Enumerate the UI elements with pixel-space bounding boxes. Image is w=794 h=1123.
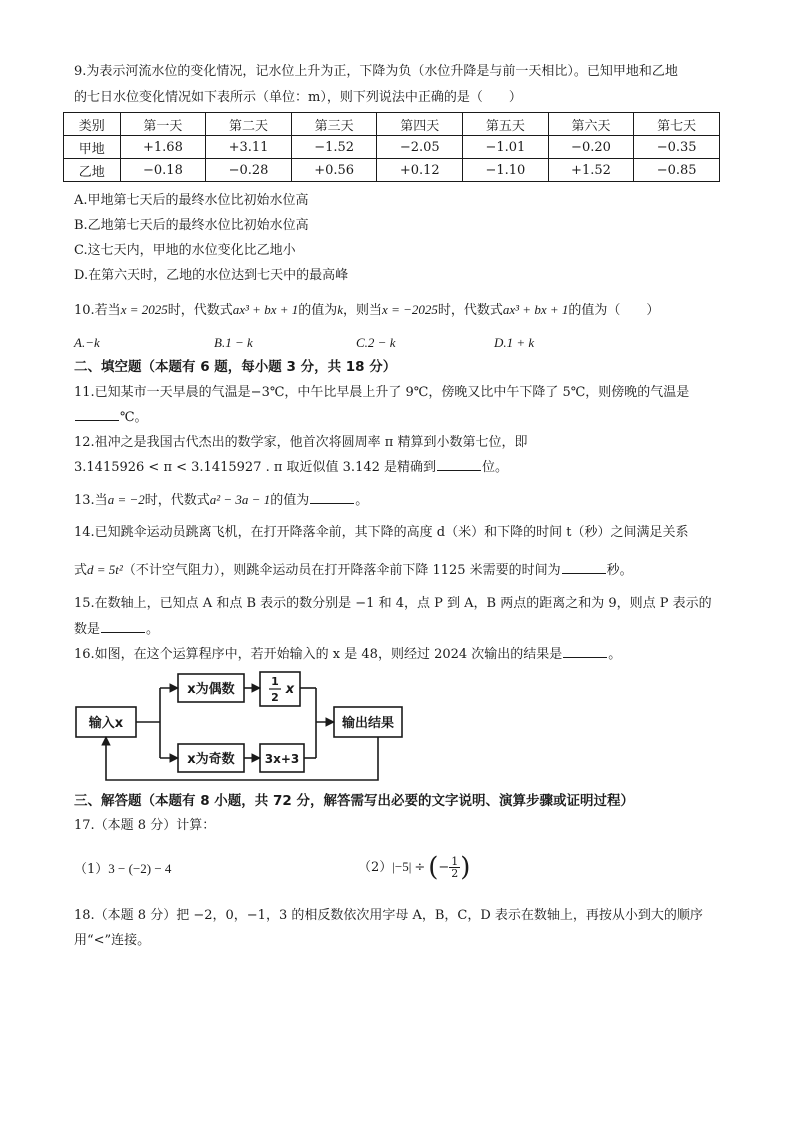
q13-end: 。 — [355, 493, 369, 508]
flow-input-label: 输入x — [88, 716, 124, 731]
table-header: 第六天 — [548, 113, 634, 136]
table-row — [64, 136, 720, 159]
flow-half-num: 1 — [271, 675, 279, 688]
table-cell: +0.56 — [291, 159, 377, 182]
q14-suffix: 秒。 — [606, 563, 633, 578]
section3-title: 三、解答题（本题有 8 小题，共 72 分，解答需写出必要的文字说明、演算步骤或证明过程） — [74, 793, 634, 809]
table-header: 第四天 — [377, 113, 463, 136]
q13-expr: a² − 3a − 1 — [209, 492, 271, 507]
q9-option-b: B.乙地第七天后的最终水位比初始水位高 — [74, 218, 309, 233]
q10-option-a: A.−k — [74, 335, 100, 350]
q10-options — [74, 334, 534, 353]
q17-p1-expr: 3 − (−2) − 4 — [108, 861, 172, 876]
q17-title: 17.（本题 8 分）计算： — [74, 818, 216, 833]
q14-formula: d = 5t² — [87, 562, 123, 577]
table-header: 第七天 — [634, 113, 720, 136]
table-cell: +1.68 — [120, 136, 206, 159]
q10-mid2: 的值为 — [298, 303, 338, 318]
q14-prefix: 式 — [74, 563, 88, 578]
q16-suffix: 。 — [608, 647, 622, 662]
q17-part2 — [358, 850, 470, 885]
q10-k: k — [337, 302, 344, 317]
flow-output-label: 输出结果 — [341, 716, 395, 731]
q15-line1: 15.在数轴上，已知点 A 和点 B 表示的数分别是 −1 和 4，点 P 到 A，B 两点的距离之和为 9，则点 P 表示的 — [74, 596, 712, 611]
q12-line1: 12.祖冲之是我国古代杰出的数学家，他首次将圆周率 π 精算到小数第七位，即 — [74, 435, 528, 450]
q18-line2: 用“<”连接。 — [74, 933, 151, 948]
q13-prefix: 13.当 — [74, 493, 108, 508]
q10-stem — [74, 301, 659, 320]
fraction — [449, 856, 460, 879]
q10-cond1: x = 2025 — [120, 302, 168, 317]
table-cell: +1.52 — [548, 159, 634, 182]
flow-half-var: x — [285, 682, 295, 697]
flow-half-den: 2 — [271, 691, 279, 704]
flow-triple-label: 3x+3 — [264, 752, 300, 766]
q13-cond: a = −2 — [107, 492, 145, 507]
q12-prefix: 3.1415926 < π < 3.1415927 . π 取近似值 3.142 是精确到 — [74, 460, 437, 475]
q10-option-b: B.1 − k — [214, 335, 253, 350]
q13-line — [74, 491, 368, 510]
q10-mid4: 时，代数式 — [437, 303, 503, 318]
table-cell: −1.52 — [291, 136, 377, 159]
table-cell: 甲地 — [64, 136, 121, 159]
answer-blank[interactable] — [562, 561, 606, 574]
table-header: 第五天 — [463, 113, 549, 136]
q17-part1 — [74, 854, 171, 885]
q11-line1: 11.已知某市一天早晨的气温是−3℃，中午比早晨上升了 9℃，傍晚又比中午下降了 5℃，则傍晚的气温是 — [74, 385, 690, 400]
table-cell: −0.20 — [548, 136, 634, 159]
table-cell: +0.12 — [377, 159, 463, 182]
answer-blank[interactable] — [75, 408, 119, 421]
q10-option-c: C.2 − k — [356, 335, 396, 350]
q9-option-d: D.在第六天时，乙地的水位达到七天中的最高峰 — [74, 268, 349, 283]
table-cell: −0.35 — [634, 136, 720, 159]
q10-option-d: D.1 + k — [494, 335, 535, 350]
section2-title: 二、填空题（本题有 6 题，每小题 3 分，共 18 分） — [74, 359, 397, 375]
q12-line2 — [74, 458, 508, 477]
fraction-numerator: 1 — [451, 855, 459, 868]
q14-line2 — [74, 561, 633, 580]
q15-prefix: 数是 — [74, 622, 101, 637]
flow-odd-label: x为奇数 — [187, 752, 235, 767]
answer-blank[interactable] — [437, 458, 481, 471]
q17-p2-neg: − — [438, 860, 450, 875]
q14-line1: 14.已知跳伞运动员跳离飞机，在打开降落伞前，其下降的高度 d（米）和下降的时间 t（秒）之间满足关系 — [74, 525, 689, 540]
q9-stem-line2: 的七日水位变化情况如下表所示（单位：m），则下列说法中正确的是（ ） — [74, 90, 522, 105]
q16-prefix: 16.如图，在这个运算程序中，若开始输入的 x 是 48，则经过 2024 次输出的结果是 — [74, 647, 563, 662]
q17-p2-label: （2） — [358, 860, 393, 875]
flowchart — [70, 670, 430, 784]
q17-p1-label: （1） — [74, 862, 109, 877]
answer-blank[interactable] — [101, 620, 145, 633]
table-row — [64, 159, 720, 182]
table-header: 第三天 — [291, 113, 377, 136]
table-cell: −1.10 — [463, 159, 549, 182]
water-level-table — [63, 112, 720, 182]
q10-suffix: 的值为（ ） — [568, 303, 660, 318]
q10-mid3: ，则当 — [343, 303, 383, 318]
q12-suffix: 位。 — [482, 460, 509, 475]
table-header: 第一天 — [120, 113, 206, 136]
q15-line2 — [74, 620, 159, 639]
q16-line1 — [74, 645, 621, 664]
table-cell: −2.05 — [377, 136, 463, 159]
fraction-denominator: 2 — [451, 867, 459, 880]
answer-blank[interactable] — [563, 645, 607, 658]
flow-even-label: x为偶数 — [187, 682, 235, 697]
table-cell: −0.18 — [120, 159, 206, 182]
right-paren: ) — [460, 852, 471, 883]
table-header: 第二天 — [206, 113, 292, 136]
q10-prefix: 10.若当 — [74, 303, 121, 318]
q13-mid: 时，代数式 — [144, 493, 210, 508]
q17-p2-div: ÷ — [414, 860, 426, 875]
q10-cond2: x = −2025 — [382, 302, 438, 317]
answer-blank[interactable] — [310, 491, 354, 504]
q17-p2-abs: |−5| — [392, 859, 412, 874]
table-cell: −0.28 — [206, 159, 292, 182]
q10-mid1: 时，代数式 — [167, 303, 233, 318]
table-cell: +3.11 — [206, 136, 292, 159]
left-paren: ( — [428, 852, 439, 883]
table-header-row — [64, 113, 720, 136]
q14-mid: （不计空气阻力），则跳伞运动员在打开降落伞前下降 1125 米需要的时间为 — [122, 563, 561, 578]
q11-line2 — [74, 408, 148, 427]
q11-suffix: ℃。 — [120, 410, 148, 425]
q13-suffix: 的值为 — [270, 493, 310, 508]
table-cell: −1.01 — [463, 136, 549, 159]
q9-option-c: C.这七天内，甲地的水位变化比乙地小 — [74, 243, 296, 258]
q18-line1: 18.（本题 8 分）把 −2，0，−1，3 的相反数依次用字母 A，B，C，D 表示在数轴上，再按从小到大的顺序 — [74, 908, 703, 923]
table-cell: 乙地 — [64, 159, 121, 182]
table-header: 类别 — [64, 113, 121, 136]
table-cell: −0.85 — [634, 159, 720, 182]
q10-expr: ax³ + bx + 1 — [232, 302, 299, 317]
q9-stem-line1: 9.为表示河流水位的变化情况，记水位上升为正，下降为负（水位升降是与前一天相比）。已知甲地和乙地 — [74, 64, 678, 79]
q9-option-a: A.甲地第七天后的最终水位比初始水位高 — [74, 193, 309, 208]
q10-expr-repeat: ax³ + bx + 1 — [502, 302, 569, 317]
q15-suffix: 。 — [146, 622, 160, 637]
